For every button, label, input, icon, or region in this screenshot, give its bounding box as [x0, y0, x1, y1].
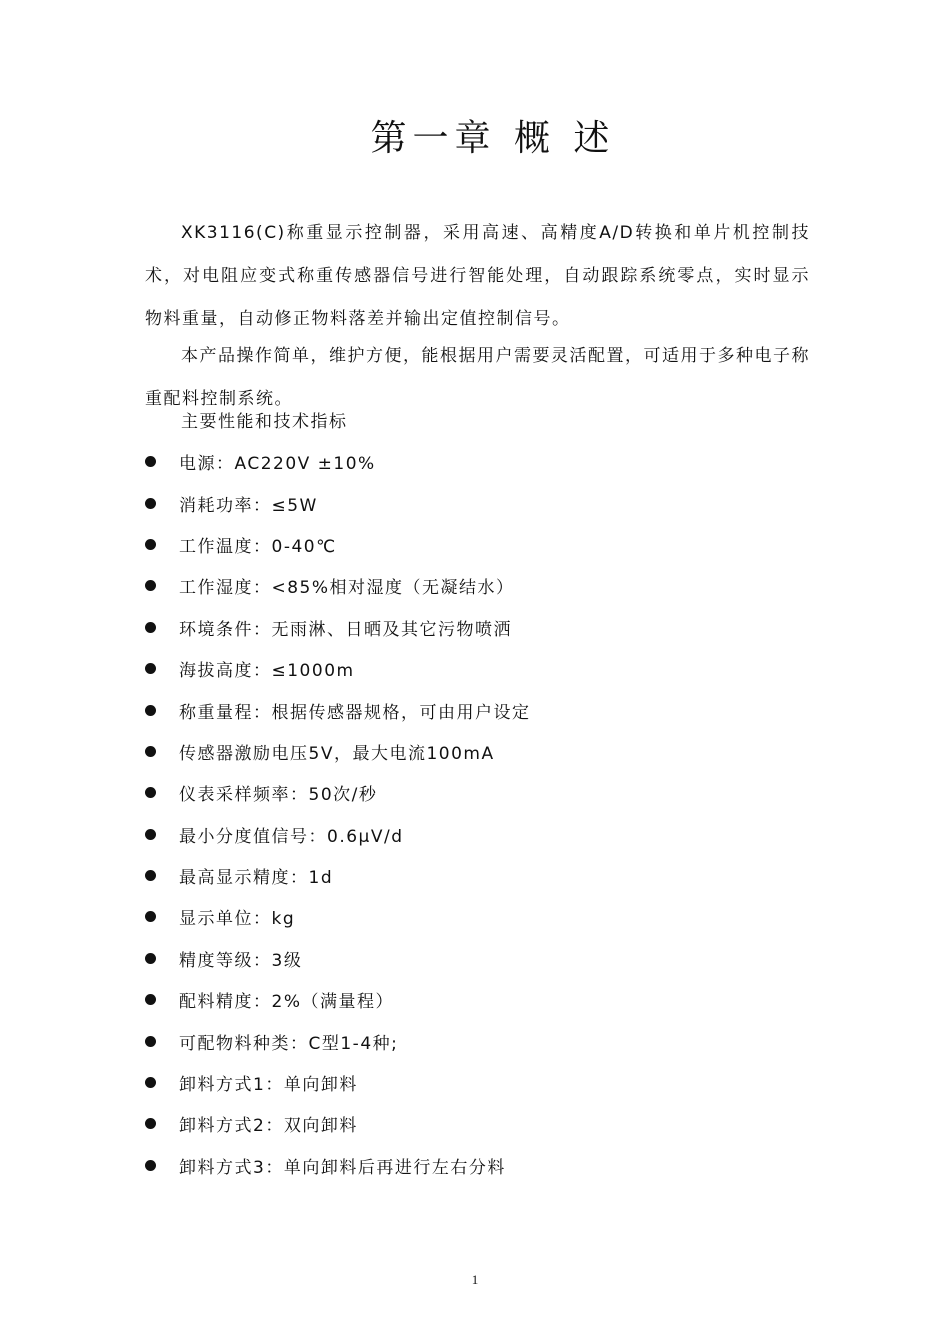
spec-text: 最小分度值信号：0.6μV/d [179, 826, 404, 847]
bullet-icon [145, 953, 156, 964]
spec-text: 精度等级：3级 [179, 950, 303, 971]
bullet-icon [145, 746, 156, 757]
bullet-icon [145, 498, 156, 509]
spec-text: 消耗功率：≤5W [179, 495, 318, 516]
spec-text: 显示单位：kg [179, 909, 296, 930]
bullet-icon [145, 580, 156, 591]
spec-item [145, 1020, 845, 1061]
bullet-icon [145, 622, 156, 633]
spec-item [145, 938, 845, 979]
spec-item [145, 1145, 845, 1186]
spec-text: 工作湿度：<85%相对湿度（无凝结水） [179, 578, 515, 599]
bullet-icon [145, 787, 156, 798]
bullet-icon [145, 539, 156, 550]
spec-text: 电源：AC220V ±10% [179, 454, 376, 475]
spec-text: 配料精度：2%（满量程） [179, 992, 394, 1013]
spec-text: 传感器激励电压5V，最大电流100mA [179, 743, 495, 764]
bullet-icon [145, 456, 156, 467]
bullet-icon [145, 663, 156, 674]
spec-item [145, 607, 845, 648]
spec-item [145, 565, 845, 606]
spec-item [145, 482, 845, 523]
spec-item [145, 772, 845, 813]
bullet-icon [145, 1077, 156, 1088]
bullet-icon [145, 1118, 156, 1129]
spec-item [145, 814, 845, 855]
specs-list [145, 441, 845, 1186]
spec-item [145, 689, 845, 730]
bullet-icon [145, 870, 156, 881]
chapter-title: 第一章 概 述 [370, 118, 616, 160]
spec-text: 仪表采样频率：50次/秒 [179, 785, 378, 806]
intro-paragraph: XK3116(C)称重显示控制器，采用高速、高精度A/D转换和单片机控制技术，对电阻应变式称重传感器信号进行智能处理，自动跟踪系统零点，实时显示物料重量，自动修正物料落差并输出定值控制信号。 [145, 223, 810, 329]
spec-text: 最高显示精度：1d [179, 868, 334, 889]
spec-text: 卸料方式2：双向卸料 [179, 1116, 358, 1137]
bullet-icon [145, 911, 156, 922]
spec-item [145, 441, 845, 482]
spec-item [145, 648, 845, 689]
bullet-icon [145, 1036, 156, 1047]
spec-text: 海拔高度：≤1000m [179, 661, 355, 682]
spec-item [145, 1062, 845, 1103]
spec-text: 卸料方式3：单向卸料后再进行左右分料 [179, 1157, 506, 1178]
spec-item [145, 524, 845, 565]
bullet-icon [145, 829, 156, 840]
spec-text: 称重量程：根据传感器规格，可由用户设定 [179, 702, 531, 723]
spec-item [145, 855, 845, 896]
spec-item [145, 896, 845, 937]
spec-item [145, 1103, 845, 1144]
specs-heading: 主要性能和技术指标 [181, 412, 348, 432]
page-number: 1 [471, 1272, 479, 1287]
spec-text: 可配物料种类：C型1-4种; [179, 1033, 399, 1054]
bullet-icon [145, 994, 156, 1005]
spec-text: 环境条件：无雨淋、日晒及其它污物喷洒 [179, 619, 512, 640]
spec-item [145, 979, 845, 1020]
spec-item [145, 731, 845, 772]
spec-text: 工作温度：0-40℃ [179, 536, 337, 557]
spec-text: 卸料方式1：单向卸料 [179, 1075, 358, 1096]
bullet-icon [145, 705, 156, 716]
usage-paragraph: 本产品操作简单，维护方便，能根据用户需要灵活配置，可适用于多种电子称重配料控制系统。 [145, 346, 810, 409]
bullet-icon [145, 1160, 156, 1171]
